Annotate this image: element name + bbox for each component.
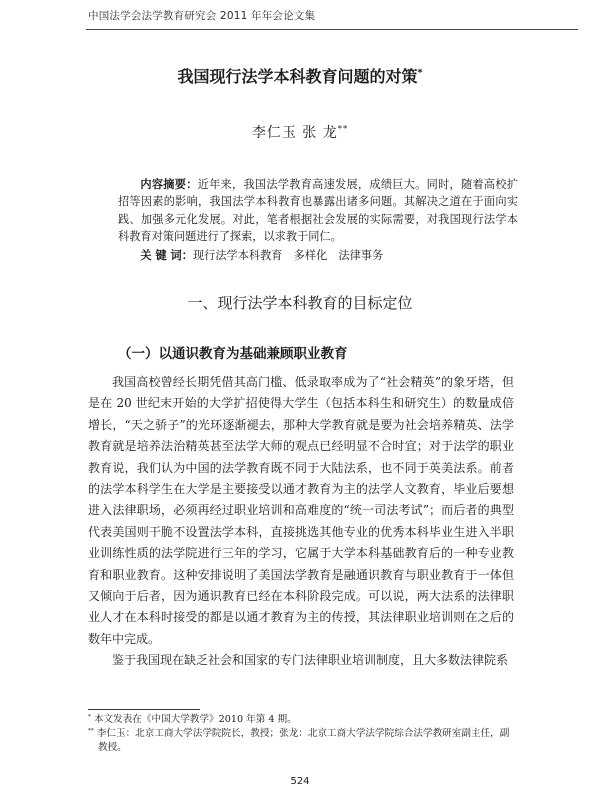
abstract [118,176,518,246]
footnote-1-text: 本文发表在《中国大学教学》2010 年第 4 期。 [93,714,297,725]
keywords [118,247,518,264]
title-footnote-mark[interactable]: * [417,67,423,79]
footnote-rule [88,709,200,710]
footnote-2-text: 李仁玉：北京工商大学法学院院长，教授；张龙：北京工商大学法学院综合法学教研室副主任，副教授。 [96,728,510,753]
article-title [0,64,600,87]
authors-footnote-mark[interactable]: ** [337,123,349,134]
keywords-label: 关 键 词： [140,248,193,262]
abstract-label: 内容摘要： [140,177,198,191]
body-paragraph-1: 我国高校曾经长期凭借其高门槛、低录取率成为了“社会精英”的象牙塔，但是在 20 世纪末开始的大学扩招使得大学生（包括本科生和研究生）的数量成倍增长，“天之骄子”的光环逐渐褪去，那种大学教育就是要为社会培养精英、法学教育就是培养法治精英甚至法学大师的观点已经明显不合时宜；对于法学的职业教育说，我们认为中国的法学教育既不同于大陆法系，也不同于英美法系。前者的法学本科学生在大学是主要接受以通才教育为主的法学人文教育，毕业后要想进入法律职场，必须再经过职业培训和高难度的“统一司法考试”；而后者的典型代表美国则干脆不设置法学本科，直接挑选其他专业的优秀本科毕业生进入半职业训练性质的法学院进行三年的学习，它属于大学本科基础教育后的一种专业教育和职业教育。这种安排说明了美国法学教育是融通识教育与职业教育于一体但又倾向于后者，因为通识教育已经在本科阶段完成。可以说，两大法系的法律职业人才在本科时接受的都是以通才教育为主的传授，其法律职业培训则在之后的数年中完成。 [88,375,514,646]
subsection-heading: （一）以通识教育为基础兼顾职业教育 [118,346,348,362]
footnote-2-mark: ** [88,727,94,734]
body-paragraph-2: 鉴于我国现在缺乏社会和国家的专门法律职业培训制度，且大多数法律院系 [112,653,509,668]
authors-text: 李仁玉 张 龙 [251,125,338,141]
abstract-text: 近年来，我国法学教育高速发展，成绩巨大。同时，随着高校扩招等因素的影响，我国法学本科教育也暴露出诸多问题。其解决之道在于面向实践、加强多元化发展。对此，笔者根据社会发展的实际需要，对我国现行法学本科教育对策问题进行了探索，以求教于同仁。 [118,178,518,244]
footnotes [88,713,518,755]
header-rule [86,29,578,30]
footnote-2 [88,727,518,755]
footnote-1 [88,713,518,727]
running-header: 中国法学会法学教育研究会 2011 年年会论文集 [88,10,316,22]
body-text [88,372,514,672]
article-authors [0,122,600,142]
footnote-1-mark: * [88,713,91,720]
keywords-text: 现行法学本科教育 多样化 法律事务 [192,249,384,262]
page-number: 524 [290,776,310,787]
article-title-text: 我国现行法学本科教育问题的对策 [177,67,418,86]
section-heading: 一、现行法学本科教育的目标定位 [187,294,413,312]
